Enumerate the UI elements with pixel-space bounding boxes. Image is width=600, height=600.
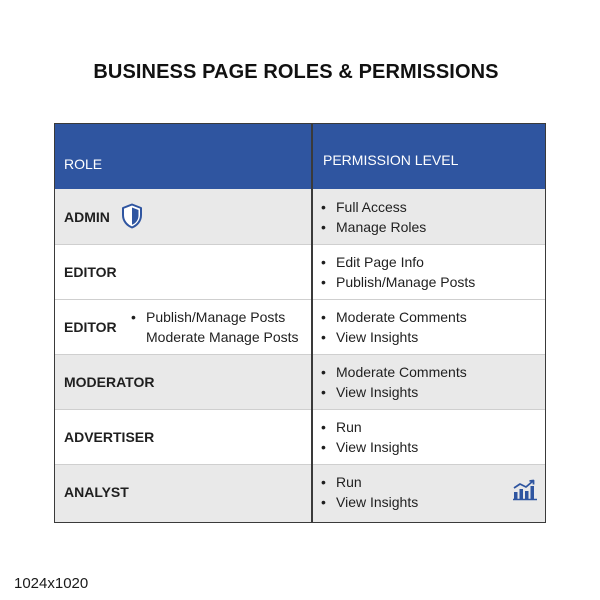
permission-list: [319, 198, 426, 237]
page-title: BUSINESS PAGE ROLES & PERMISSIONS: [93, 61, 499, 83]
row-divider: [55, 464, 545, 465]
list-item: • View Insights: [319, 493, 418, 513]
role-label: ANALYST: [64, 484, 129, 500]
bar-chart-icon: [512, 479, 538, 501]
header-role: ROLE: [64, 156, 103, 172]
list-item: Moderate Manage Posts: [146, 328, 299, 345]
roles-table: [54, 123, 546, 523]
header-permission-level: PERMISSION LEVEL: [323, 152, 459, 168]
row-divider: [55, 299, 545, 300]
table-row: [55, 464, 545, 522]
list-item: • View Insights: [319, 383, 467, 403]
list-item: • Publish/Manage Posts: [129, 308, 299, 328]
table-row: [55, 409, 545, 464]
list-item: • Manage Roles: [319, 218, 426, 238]
list-item: • Moderate Comments: [319, 363, 467, 383]
role-label: EDITOR: [64, 264, 117, 280]
role-label: MODERATOR: [64, 374, 155, 390]
permission-list: [319, 473, 418, 512]
list-item: • Publish/Manage Posts: [319, 273, 475, 293]
column-divider: [311, 124, 313, 522]
table-row: [55, 244, 545, 299]
role-label: ADMIN: [64, 209, 110, 225]
list-item: • Edit Page Info: [319, 253, 475, 273]
table-row: [55, 354, 545, 409]
list-item: • Run: [319, 473, 418, 493]
role-notes-list: [129, 308, 299, 347]
row-divider: [55, 409, 545, 410]
permission-list: [319, 418, 418, 457]
permission-list: [319, 363, 467, 402]
role-label: ADVERTISER: [64, 429, 155, 445]
dimension-label: 1024x1020: [14, 575, 89, 592]
role-label: EDITOR: [64, 319, 117, 335]
row-divider: [55, 244, 545, 245]
permission-list: [319, 253, 475, 292]
table-row: [55, 189, 545, 244]
row-divider: [55, 354, 545, 355]
list-item: • View Insights: [319, 328, 467, 348]
list-item: • Run: [319, 418, 418, 438]
table-header: [55, 124, 545, 189]
list-item: • Moderate Comments: [319, 308, 467, 328]
list-item: • View Insights: [319, 438, 418, 458]
list-item: • Full Access: [319, 198, 426, 218]
permission-list: [319, 308, 467, 347]
table-row: [55, 299, 545, 354]
shield-icon: [121, 203, 143, 229]
